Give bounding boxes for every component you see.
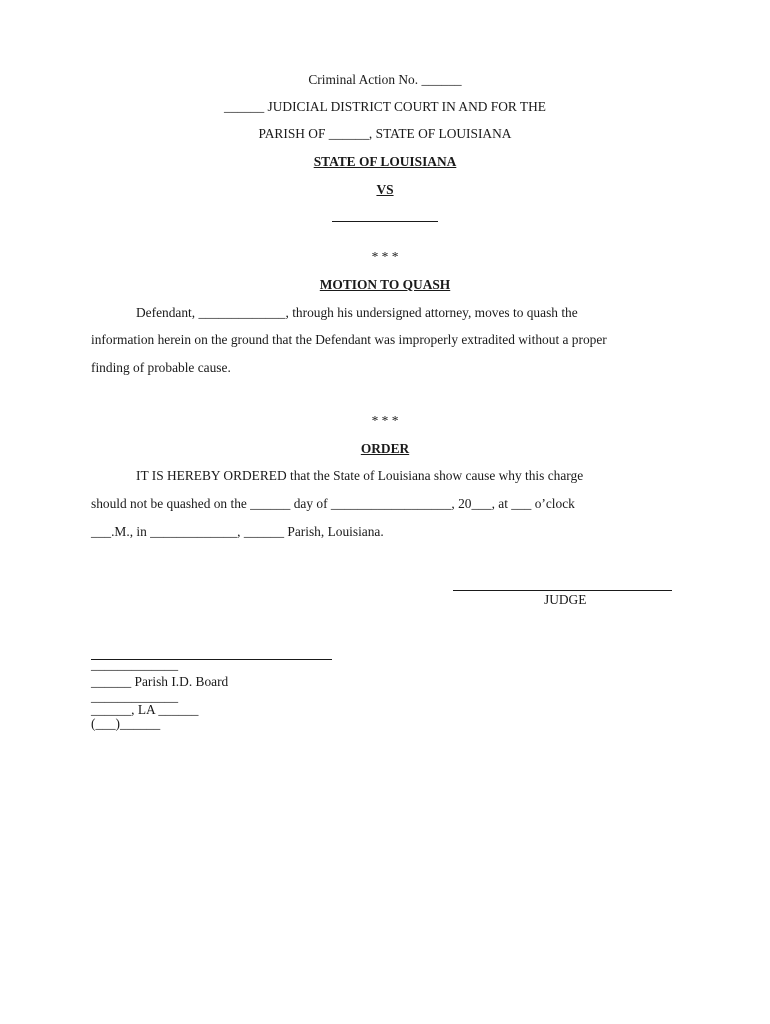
service-blank-line: _____________ bbox=[91, 689, 179, 704]
order-paragraph-line: should not be quashed on the ______ day of __________________, 20___, at ___ o’clock bbox=[91, 496, 575, 511]
section-separator: * * * bbox=[371, 249, 399, 264]
motion-paragraph-line: information herein on the ground that the Defendant was improperly extradited without a proper bbox=[91, 332, 607, 347]
judge-signature-line bbox=[453, 590, 672, 591]
judge-label: JUDGE bbox=[544, 592, 587, 607]
order-paragraph-line: ___.M., in _____________, ______ Parish, Louisiana. bbox=[91, 524, 384, 539]
motion-paragraph-line: finding of probable cause. bbox=[91, 360, 231, 375]
service-city: ______, LA ______ bbox=[91, 702, 199, 717]
order-title: ORDER bbox=[360, 441, 410, 456]
service-phone: (___)______ bbox=[91, 716, 161, 731]
section-separator: * * * bbox=[371, 413, 399, 428]
motion-paragraph-line: Defendant, _____________, through his undersigned attorney, moves to quash the bbox=[136, 305, 578, 320]
motion-title: MOTION TO QUASH bbox=[319, 277, 451, 292]
versus-label: VS bbox=[376, 182, 394, 197]
service-blank-line: _____________ bbox=[91, 657, 179, 672]
service-board: ______ Parish I.D. Board bbox=[91, 674, 229, 689]
case-number: Criminal Action No. ______ bbox=[308, 72, 462, 87]
court-name: ______ JUDICIAL DISTRICT COURT IN AND FOR THE bbox=[224, 99, 546, 114]
plaintiff-name: STATE OF LOUISIANA bbox=[313, 154, 457, 169]
order-paragraph-line: IT IS HEREBY ORDERED that the State of Louisiana show cause why this charge bbox=[136, 468, 584, 483]
parish-state: PARISH OF ______, STATE OF LOUISIANA bbox=[258, 126, 512, 141]
defendant-name-blank bbox=[332, 221, 438, 222]
